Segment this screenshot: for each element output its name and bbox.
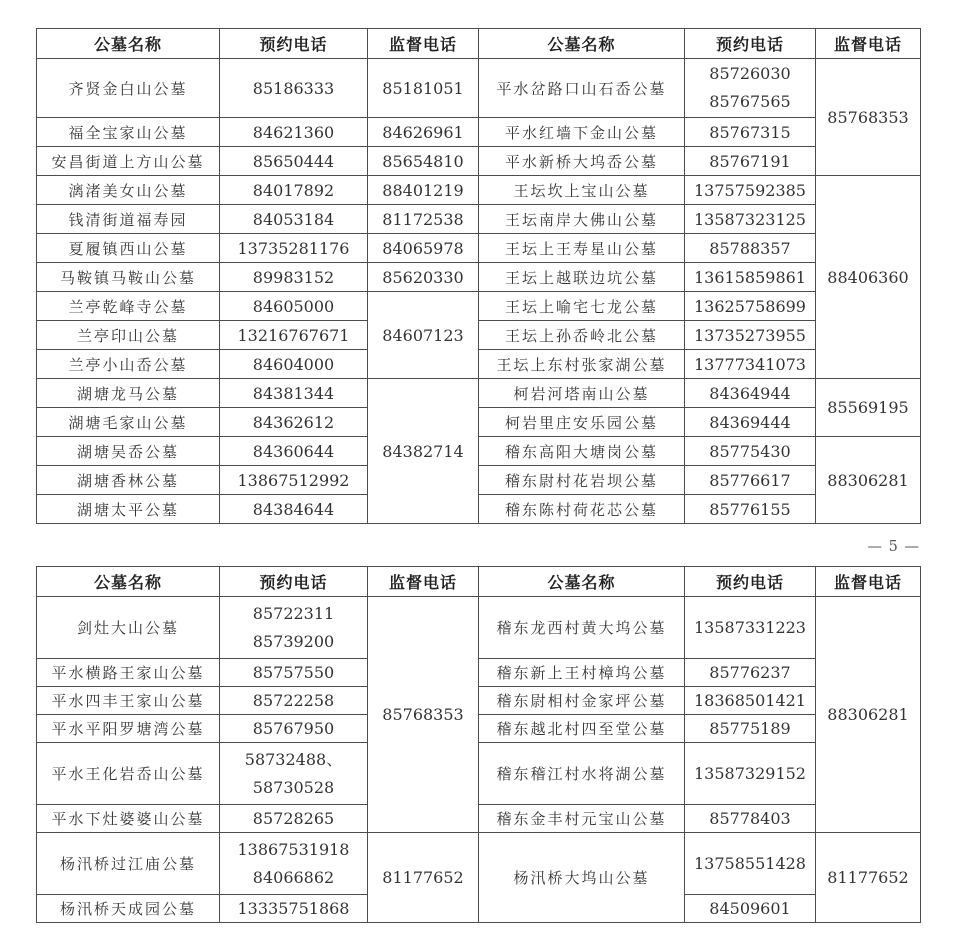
cemetery-name-cell: 钱清街道福寿园: [37, 205, 220, 234]
booking-phone-cell: 85775189: [685, 715, 816, 743]
table-row: [37, 205, 921, 234]
header-supervision-phone: 监督电话: [816, 29, 921, 59]
booking-phone-cell: 85776155: [685, 495, 816, 524]
cemetery-name-cell: 杨汛桥大坞山公墓: [479, 833, 685, 923]
cemetery-name-cell: 稽东越北村四至堂公墓: [479, 715, 685, 743]
booking-phone-cell: 13625758699: [685, 292, 816, 321]
phone-line: 58732488、: [244, 749, 343, 769]
cemetery-name-cell: 稽东尉相村金家坪公墓: [479, 687, 685, 715]
booking-phone-cell: 84621360: [220, 118, 368, 147]
table-row: [37, 833, 921, 895]
supervision-phone-cell: 85569195: [816, 379, 921, 437]
phone-line: 85722311: [252, 603, 335, 623]
booking-phone-cell: 84369444: [685, 408, 816, 437]
booking-phone-cell: 13216767671: [220, 321, 368, 350]
cemetery-name-cell: 平水平阳罗塘湾公墓: [37, 715, 220, 743]
cemetery-name-cell: 稽东陈村荷花芯公墓: [479, 495, 685, 524]
table-row: [37, 118, 921, 147]
header-supervision-phone: 监督电话: [816, 567, 921, 597]
phone-line: 85726030: [709, 64, 791, 83]
booking-phone-cell: 84604000: [220, 350, 368, 379]
cemetery-name-cell: 安昌街道上方山公墓: [37, 147, 220, 176]
header-booking-phone: 预约电话: [685, 567, 816, 597]
supervision-phone-cell: 85620330: [368, 263, 479, 292]
cemetery-name-cell: 王坛上喻宅七龙公墓: [479, 292, 685, 321]
table-row: [37, 659, 921, 687]
booking-phone-cell: 85788357: [685, 234, 816, 263]
booking-phone-cell: 85767950: [220, 715, 368, 743]
cemetery-name-cell: 王坛南岸大佛山公墓: [479, 205, 685, 234]
booking-phone-cell: 13735273955: [685, 321, 816, 350]
phone-line: 84066862: [252, 867, 335, 887]
booking-phone-cell: 85186333: [220, 59, 368, 118]
cemetery-name-cell: 稽东高阳大塘岗公墓: [479, 437, 685, 466]
cemetery-name-cell: 湖塘龙马公墓: [37, 379, 220, 408]
booking-phone-cell: 85722258: [220, 687, 368, 715]
booking-phone-cell: 84509601: [685, 895, 816, 923]
header-supervision-phone: 监督电话: [368, 29, 479, 59]
table-row: [37, 59, 921, 118]
table-row: [37, 495, 921, 524]
supervision-phone-cell: 85654810: [368, 147, 479, 176]
cemetery-name-cell: 漓渚美女山公墓: [37, 176, 220, 205]
supervision-phone-cell: 88306281: [816, 597, 921, 833]
cemetery-name-cell: 王坛上东村张家湖公墓: [479, 350, 685, 379]
booking-phone-cell: 84381344: [220, 379, 368, 408]
table-row: [37, 597, 921, 659]
booking-phone-cell: 85650444: [220, 147, 368, 176]
table-row: [37, 408, 921, 437]
table-row: [37, 805, 921, 833]
cemetery-name-cell: 平水下灶婆婆山公墓: [37, 805, 220, 833]
booking-phone-cell: 13735281176: [220, 234, 368, 263]
cemetery-phone-table-bottom: [36, 566, 921, 923]
booking-phone-cell: 13335751868: [220, 895, 368, 923]
booking-phone-cell: 13777341073: [685, 350, 816, 379]
page-number: — 5 —: [867, 539, 920, 555]
cemetery-name-cell: 平水四丰王家山公墓: [37, 687, 220, 715]
supervision-phone-cell: 85768353: [816, 59, 921, 176]
booking-phone-cell: 13758551428: [685, 833, 816, 895]
cemetery-phone-table-top: [36, 28, 921, 524]
table-row: [37, 379, 921, 408]
booking-phone-cell: 84360644: [220, 437, 368, 466]
cemetery-name-cell: 平水红墙下金山公墓: [479, 118, 685, 147]
cemetery-name-cell: 兰亭小山岙公墓: [37, 350, 220, 379]
booking-phone-cell: 84053184: [220, 205, 368, 234]
phone-line: 58730528: [252, 777, 335, 797]
cemetery-name-cell: 王坛上王寿星山公墓: [479, 234, 685, 263]
header-cemetery-name: 公墓名称: [37, 29, 220, 59]
booking-phone-cell: 85778403: [685, 805, 816, 833]
booking-phone-cell: [220, 743, 368, 805]
cemetery-name-cell: 杨汛桥天成园公墓: [37, 895, 220, 923]
booking-phone-cell: [685, 59, 816, 118]
cemetery-name-cell: 平水新桥大坞岙公墓: [479, 147, 685, 176]
phone-line: 13867531918: [237, 839, 350, 859]
table-row: [37, 147, 921, 176]
supervision-phone-cell: 88306281: [816, 437, 921, 524]
cemetery-name-cell: 杨汛桥过江庙公墓: [37, 833, 220, 895]
table-row: [37, 715, 921, 743]
header-cemetery-name: 公墓名称: [37, 567, 220, 597]
cemetery-name-cell: 湖塘毛家山公墓: [37, 408, 220, 437]
cemetery-name-cell: 剑灶大山公墓: [37, 597, 220, 659]
table-header-row: [37, 567, 921, 597]
booking-phone-cell: 85776237: [685, 659, 816, 687]
cemetery-name-cell: 湖塘太平公墓: [37, 495, 220, 524]
phone-line: 85739200: [252, 631, 335, 651]
cemetery-name-cell: 稽东新上王村樟坞公墓: [479, 659, 685, 687]
header-cemetery-name: 公墓名称: [479, 29, 685, 59]
cemetery-name-cell: 平水岔路口山石岙公墓: [479, 59, 685, 118]
supervision-phone-cell: 81177652: [368, 833, 479, 923]
cemetery-name-cell: 湖塘吴岙公墓: [37, 437, 220, 466]
supervision-phone-cell: 84626961: [368, 118, 479, 147]
cemetery-name-cell: 柯岩里庄安乐园公墓: [479, 408, 685, 437]
cemetery-name-cell: 平水横路王家山公墓: [37, 659, 220, 687]
cemetery-name-cell: 兰亭乾峰寺公墓: [37, 292, 220, 321]
header-booking-phone: 预约电话: [685, 29, 816, 59]
booking-phone-cell: 13615859861: [685, 263, 816, 292]
booking-phone-cell: 85775430: [685, 437, 816, 466]
cemetery-name-cell: 柯岩河塔南山公墓: [479, 379, 685, 408]
supervision-phone-cell: 81172538: [368, 205, 479, 234]
supervision-phone-cell: 85768353: [368, 597, 479, 833]
cemetery-name-cell: 齐贤金白山公墓: [37, 59, 220, 118]
cemetery-name-cell: 稽东尉村花岩坝公墓: [479, 466, 685, 495]
booking-phone-cell: 18368501421: [685, 687, 816, 715]
cemetery-name-cell: 马鞍镇马鞍山公墓: [37, 263, 220, 292]
booking-phone-cell: [220, 833, 368, 895]
table-row: [37, 466, 921, 495]
supervision-phone-cell: 84382714: [368, 379, 479, 524]
table-row: [37, 743, 921, 805]
table-row: [37, 687, 921, 715]
booking-phone-cell: 84017892: [220, 176, 368, 205]
supervision-phone-cell: 84607123: [368, 292, 479, 379]
supervision-phone-cell: 85181051: [368, 59, 479, 118]
supervision-phone-cell: 88401219: [368, 176, 479, 205]
table-row: [37, 292, 921, 321]
table-row: [37, 176, 921, 205]
cemetery-name-cell: 兰亭印山公墓: [37, 321, 220, 350]
phone-line: 85767565: [709, 92, 791, 111]
cemetery-name-cell: 稽东龙西村黄大坞公墓: [479, 597, 685, 659]
booking-phone-cell: 13587329152: [685, 743, 816, 805]
booking-phone-cell: 85776617: [685, 466, 816, 495]
cemetery-name-cell: 夏履镇西山公墓: [37, 234, 220, 263]
supervision-phone-cell: 88406360: [816, 176, 921, 379]
table-row: [37, 437, 921, 466]
table-row: [37, 321, 921, 350]
header-booking-phone: 预约电话: [220, 567, 368, 597]
booking-phone-cell: 13587323125: [685, 205, 816, 234]
header-supervision-phone: 监督电话: [368, 567, 479, 597]
booking-phone-cell: 85757550: [220, 659, 368, 687]
booking-phone-cell: 84605000: [220, 292, 368, 321]
booking-phone-cell: 89983152: [220, 263, 368, 292]
booking-phone-cell: 13757592385: [685, 176, 816, 205]
cemetery-name-cell: 稽东金丰村元宝山公墓: [479, 805, 685, 833]
booking-phone-cell: 13867512992: [220, 466, 368, 495]
cemetery-name-cell: 福全宝家山公墓: [37, 118, 220, 147]
supervision-phone-cell: 81177652: [816, 833, 921, 923]
header-cemetery-name: 公墓名称: [479, 567, 685, 597]
booking-phone-cell: 85728265: [220, 805, 368, 833]
table-header-row: [37, 29, 921, 59]
cemetery-name-cell: 王坛上孙岙岭北公墓: [479, 321, 685, 350]
cemetery-name-cell: 湖塘香林公墓: [37, 466, 220, 495]
booking-phone-cell: 84364944: [685, 379, 816, 408]
booking-phone-cell: 85767191: [685, 147, 816, 176]
booking-phone-cell: [220, 597, 368, 659]
booking-phone-cell: 84362612: [220, 408, 368, 437]
table-row: [37, 350, 921, 379]
booking-phone-cell: 13587331223: [685, 597, 816, 659]
cemetery-name-cell: 稽东稽江村水将湖公墓: [479, 743, 685, 805]
header-booking-phone: 预约电话: [220, 29, 368, 59]
cemetery-name-cell: 王坛坎上宝山公墓: [479, 176, 685, 205]
booking-phone-cell: 84384644: [220, 495, 368, 524]
supervision-phone-cell: 84065978: [368, 234, 479, 263]
table-row: [37, 263, 921, 292]
table-row: [37, 234, 921, 263]
cemetery-name-cell: 平水王化岩岙山公墓: [37, 743, 220, 805]
booking-phone-cell: 85767315: [685, 118, 816, 147]
cemetery-name-cell: 王坛上越联边坑公墓: [479, 263, 685, 292]
